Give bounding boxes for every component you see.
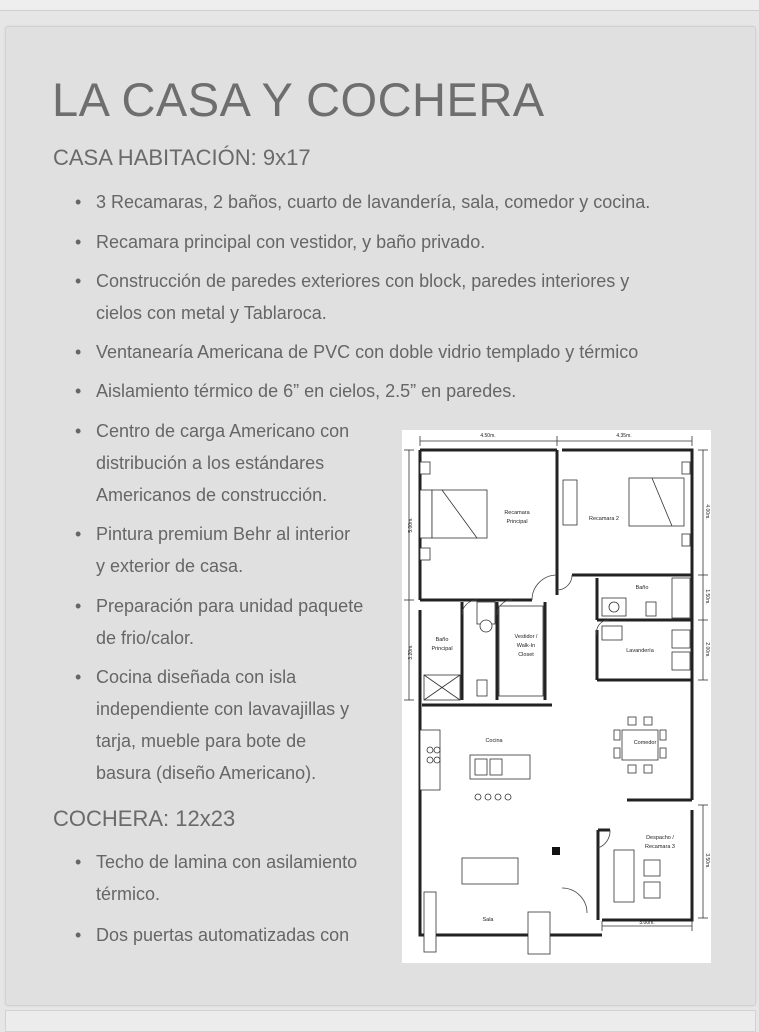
column-mark bbox=[552, 847, 560, 855]
bullet-dot: • bbox=[75, 421, 82, 441]
feature-text: térmico. bbox=[96, 884, 161, 904]
feature-text: Aislamiento térmico de 6” en cielos, 2.5” en paredes. bbox=[96, 381, 517, 401]
feature-text: distribución a los estándares bbox=[96, 453, 325, 473]
furniture bbox=[420, 462, 690, 954]
dim-label: 3.20m. bbox=[408, 644, 414, 660]
room-label: Baño bbox=[635, 585, 649, 591]
feature-text: y exterior de casa. bbox=[96, 556, 244, 576]
feature-text: Americanos de construcción. bbox=[96, 485, 328, 505]
room-label: Vestidor / bbox=[514, 634, 538, 640]
bullet-dot: • bbox=[75, 192, 82, 212]
room-label: Despacho / bbox=[646, 835, 674, 841]
dim-label: 5.00m. bbox=[408, 517, 414, 533]
dim-label: 3.50m. bbox=[704, 853, 710, 869]
room-label: Cocina bbox=[485, 738, 503, 744]
room-label: Lavandería bbox=[626, 648, 654, 654]
previous-page-edge bbox=[0, 0, 759, 11]
bullet-dot: • bbox=[75, 524, 82, 544]
room-label: Recamara bbox=[504, 510, 530, 516]
feature-text: Cocina diseñada con isla bbox=[96, 667, 297, 687]
feature-text: Ventanearía Americana de PVC con doble vidrio templado y térmico bbox=[96, 342, 639, 362]
bullet-dot: • bbox=[75, 342, 82, 362]
feature-text: de frio/calor. bbox=[96, 628, 195, 648]
dim-label: 4.35m. bbox=[616, 433, 632, 439]
room-label: Sala bbox=[482, 917, 494, 923]
floor-plan-drawing bbox=[402, 430, 711, 963]
feature-text: 3 Recamaras, 2 baños, cuarto de lavandería, sala, comedor y cocina. bbox=[96, 192, 651, 212]
feature-text: Centro de carga Americano con bbox=[96, 421, 350, 441]
feature-text: Construcción de paredes exteriores con block, paredes interiores y bbox=[96, 271, 630, 291]
bullet-dot: • bbox=[75, 596, 82, 616]
feature-text: Pintura premium Behr al interior bbox=[96, 524, 351, 544]
cochera-heading: COCHERA: 12x23 bbox=[53, 806, 236, 831]
room-label: Principal bbox=[431, 646, 453, 652]
dim-label: 4.00m. bbox=[704, 504, 710, 520]
feature-text: tarja, mueble para bote de bbox=[96, 731, 307, 751]
feature-text: Preparación para unidad paquete bbox=[96, 596, 364, 616]
bullet-dot: • bbox=[75, 667, 82, 687]
bullet-dot: • bbox=[75, 925, 82, 945]
bullet-dot: • bbox=[75, 852, 82, 872]
dim-label: 4.50m. bbox=[480, 433, 496, 439]
floor-plan bbox=[402, 430, 711, 963]
page-title: LA CASA Y COCHERA bbox=[52, 73, 545, 126]
bullet-dot: • bbox=[75, 232, 82, 252]
feature-text: cielos con metal y Tablaroca. bbox=[96, 303, 327, 323]
room-label: Comedor bbox=[633, 740, 657, 746]
bullet-dot: • bbox=[75, 271, 82, 291]
room-label: Recamara 3 bbox=[645, 844, 675, 850]
feature-text: independiente con lavavajillas y bbox=[96, 699, 350, 719]
room-label: Recamara 2 bbox=[589, 516, 619, 522]
room-label: Closet bbox=[518, 652, 534, 658]
room-label: Walk-In bbox=[516, 643, 536, 649]
next-page-edge bbox=[5, 1010, 756, 1032]
feature-text: basura (diseño Americano). bbox=[96, 763, 317, 783]
feature-text: Techo de lamina con asilamiento bbox=[96, 852, 358, 872]
room-label: Principal bbox=[506, 519, 528, 525]
feature-text: Recamara principal con vestidor, y baño privado. bbox=[96, 232, 486, 252]
bullet-dot: • bbox=[75, 381, 82, 401]
room-label: Baño bbox=[435, 637, 449, 643]
dim-label: 1.50m. bbox=[704, 589, 710, 605]
casa-heading: CASA HABITACIÓN: 9x17 bbox=[53, 145, 311, 170]
dim-label: 2.00m. bbox=[704, 642, 710, 658]
feature-text: Dos puertas automatizadas con bbox=[96, 925, 350, 945]
dim-label: 3.00m. bbox=[639, 920, 655, 926]
